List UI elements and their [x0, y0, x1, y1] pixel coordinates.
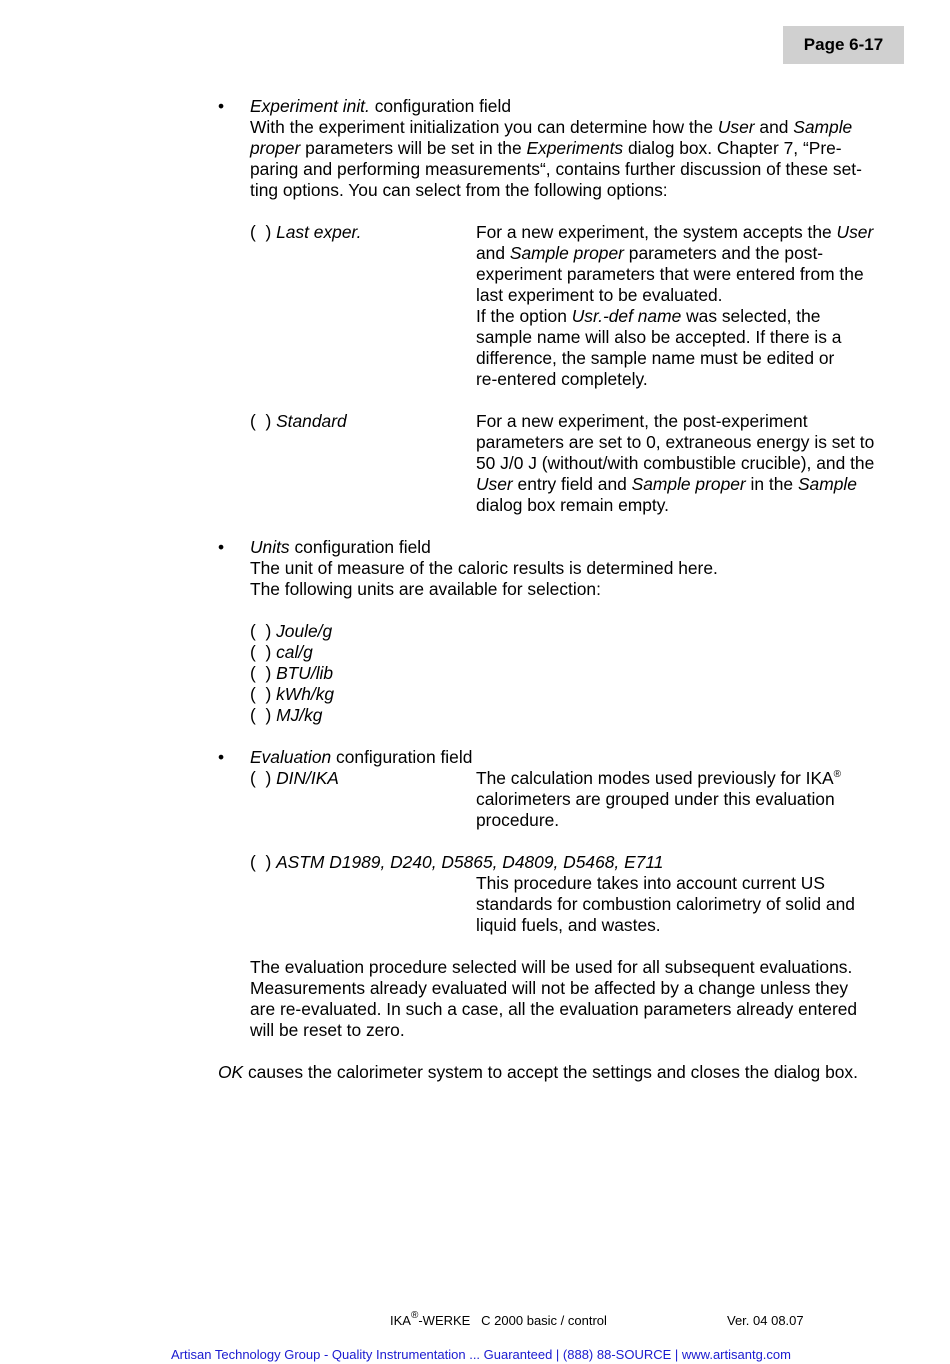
option-description: The calculation modes used previously for IKA® calorimeters are grouped under this evaluation procedure.: [476, 768, 842, 830]
manual-content: [218, 96, 908, 1083]
option-last-exper: [250, 222, 908, 390]
paragraph-line: The evaluation procedure selected will be used for all subsequent evaluations.: [250, 957, 853, 977]
option-description: For a new experiment, the post-experiment parameters are set to 0, extraneous energy is set to 50 J/0 J (without/with combustible crucible), and the User entry field and Sample proper in the Sample dialog box remain empty.: [476, 411, 875, 515]
section-heading: Evaluation configuration field: [250, 747, 473, 767]
paragraph-line: proper parameters will be set in the Experiments dialog box. Chapter 7, “Pre-: [250, 138, 842, 158]
experiment-init-section: [218, 96, 908, 516]
paragraph-line: paring and performing measurements“, contains further discussion of these set-: [250, 159, 862, 179]
bullet: •: [218, 537, 225, 557]
paragraph-line: ting options. You can select from the following options:: [250, 180, 668, 200]
section-heading: Units configuration field: [250, 537, 431, 557]
artisan-banner[interactable]: Artisan Technology Group - Quality Instrumentation ... Guaranteed | (888) 88-SOURCE | www.artisantg.com: [171, 1347, 791, 1362]
section-heading: Experiment init. configuration field: [250, 96, 512, 116]
unit-option: ( ) kWh/kg: [250, 684, 335, 704]
option-label: ( ) DIN/IKA: [250, 768, 339, 788]
unit-option: ( ) cal/g: [250, 642, 313, 662]
unit-option: ( ) Joule/g: [250, 621, 333, 641]
page-footer: [0, 1310, 950, 1331]
paragraph-line: The unit of measure of the caloric results is determined here.: [250, 558, 718, 578]
paragraph-line: With the experiment initialization you can determine how the User and Sample: [250, 117, 853, 137]
option-din-ika: [250, 768, 908, 831]
footer-product: IKA®-WERKE C 2000 basic / control: [390, 1310, 607, 1328]
option-astm: ( ) ASTM D1989, D240, D5865, D4809, D5468, E711: [250, 852, 664, 872]
option-label: ( ) Last exper.: [250, 222, 362, 242]
units-section: [218, 537, 908, 726]
option-standard: [250, 411, 908, 516]
option-description: This procedure takes into account current US standards for combustion calorimetry of solid and liquid fuels, and wastes.: [476, 873, 855, 935]
unit-option: ( ) MJ/kg: [250, 705, 323, 725]
bullet: •: [218, 747, 225, 767]
paragraph-line: will be reset to zero.: [250, 1020, 405, 1040]
bullet: •: [218, 96, 225, 116]
option-label: ( ) Standard: [250, 411, 347, 431]
evaluation-section: [218, 747, 908, 1041]
paragraph-line: The following units are available for selection:: [250, 579, 601, 599]
ok-note: OK causes the calorimeter system to accept the settings and closes the dialog box.: [218, 1062, 858, 1082]
paragraph-line: Measurements already evaluated will not be affected by a change unless they: [250, 978, 849, 998]
footer-version: Ver. 04 08.07: [727, 1313, 804, 1328]
option-description: For a new experiment, the system accepts the User and Sample proper parameters and the post- experiment parameters that were entered from the last experiment to be evaluated. If the option Usr.-def name was selected, the sample name will also be accepted. If there is a difference, the sample name must be edited or re-entered completely.: [476, 222, 874, 389]
unit-option: ( ) BTU/lib: [250, 663, 334, 683]
paragraph-line: are re-evaluated. In such a case, all the evaluation parameters already entered: [250, 999, 858, 1019]
page-number-badge: Page 6-17: [783, 26, 904, 64]
